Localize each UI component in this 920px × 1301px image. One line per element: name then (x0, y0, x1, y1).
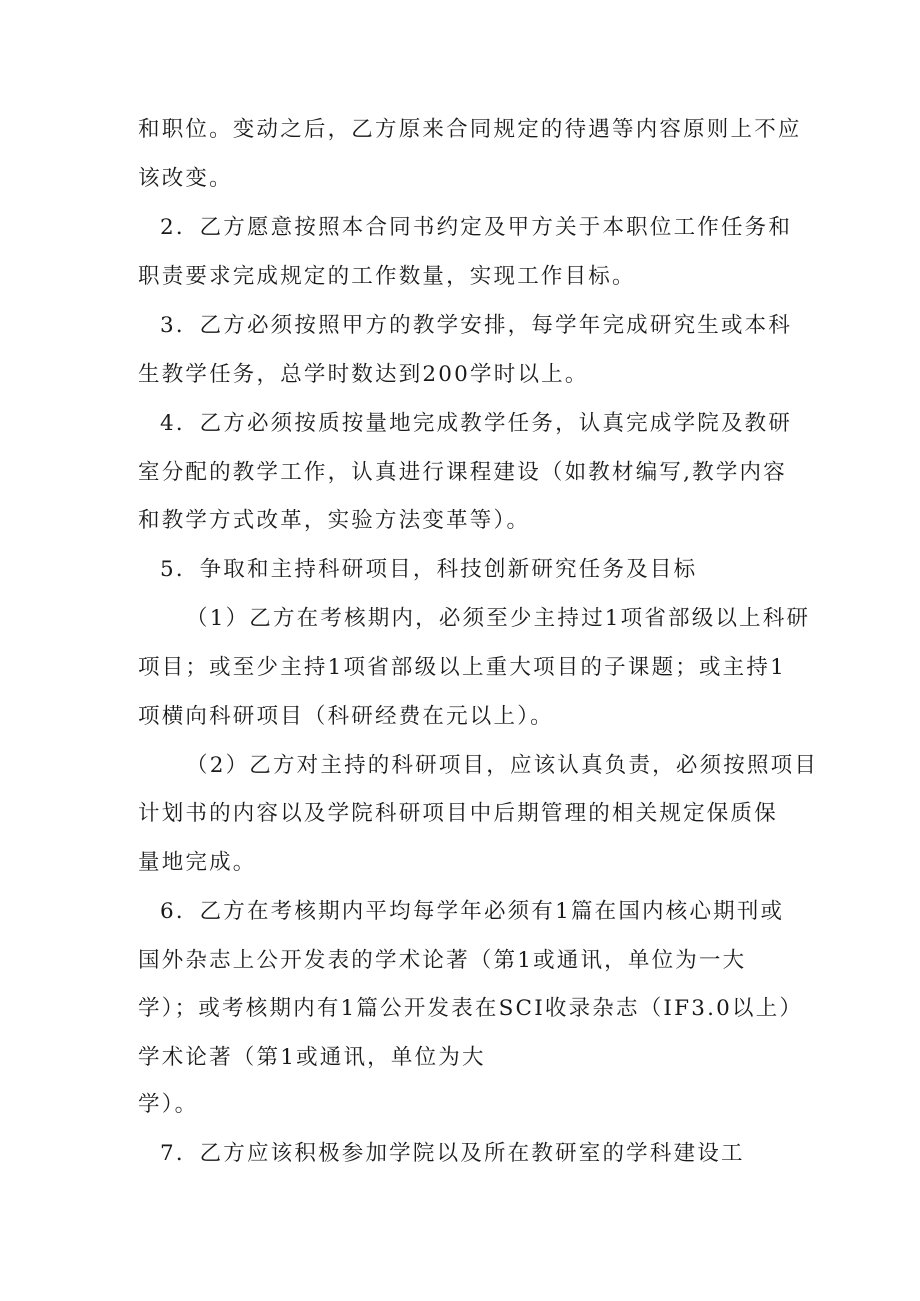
item-7-line: 7．乙方应该积极参加学院以及所在教研室的学科建设工 (160, 1141, 745, 1166)
item-2-line: 2．乙方愿意按照本合同书约定及甲方关于本职位工作任务和 (160, 215, 793, 240)
text-line: 学）；或考核期内有1篇公开发表在SCI收录杂志（IF3.0以上） (138, 996, 804, 1021)
text-line: 该改变。 (138, 166, 233, 191)
text-line: 室分配的教学工作，认真进行课程建设（如教材编写,教学内容 (138, 460, 787, 485)
text-line: 职责要求完成规定的工作数量，实现工作目标。 (138, 264, 636, 289)
text-line: 和职位。变动之后，乙方原来合同规定的待遇等内容原则上不应 (138, 117, 802, 142)
text-line: 计划书的内容以及学院科研项目中后期管理的相关规定保质保 (138, 801, 778, 826)
text-line: 和教学方式改革，实验方法变革等）。 (138, 508, 531, 533)
text-line: 量地完成。 (138, 850, 257, 875)
subitem-1-line: （1）乙方在考核期内，必须至少主持过1项省部级以上科研 (186, 606, 811, 631)
item-6-line: 6．乙方在考核期内平均每学年必须有1篇在国内核心期刊或 (160, 899, 785, 924)
item-5-heading: 5．争取和主持科研项目，科技创新研究任务及目标 (160, 557, 698, 582)
text-line: 学）。 (138, 1092, 199, 1117)
text-line: 项横向科研项目（科研经费在元以上）。 (138, 704, 554, 729)
text-line: 生教学任务，总学时数达到200学时以上。 (138, 362, 589, 387)
text-line: 学术论著（第1或通讯，单位为大 (138, 1045, 486, 1070)
item-3-line: 3．乙方必须按照甲方的教学安排，每学年完成研究生或本科 (160, 313, 793, 338)
item-4-line: 4．乙方必须按质按量地完成教学任务，认真完成学院及教研 (160, 411, 793, 436)
text-line: 项目；或至少主持1项省部级以上重大项目的子课题；或主持1 (138, 655, 786, 680)
text-line: 国外杂志上公开发表的学术论著（第1或通讯，单位为一大 (138, 948, 747, 973)
subitem-2-line: （2）乙方对主持的科研项目，应该认真负责，必须按照项目 (186, 753, 819, 778)
